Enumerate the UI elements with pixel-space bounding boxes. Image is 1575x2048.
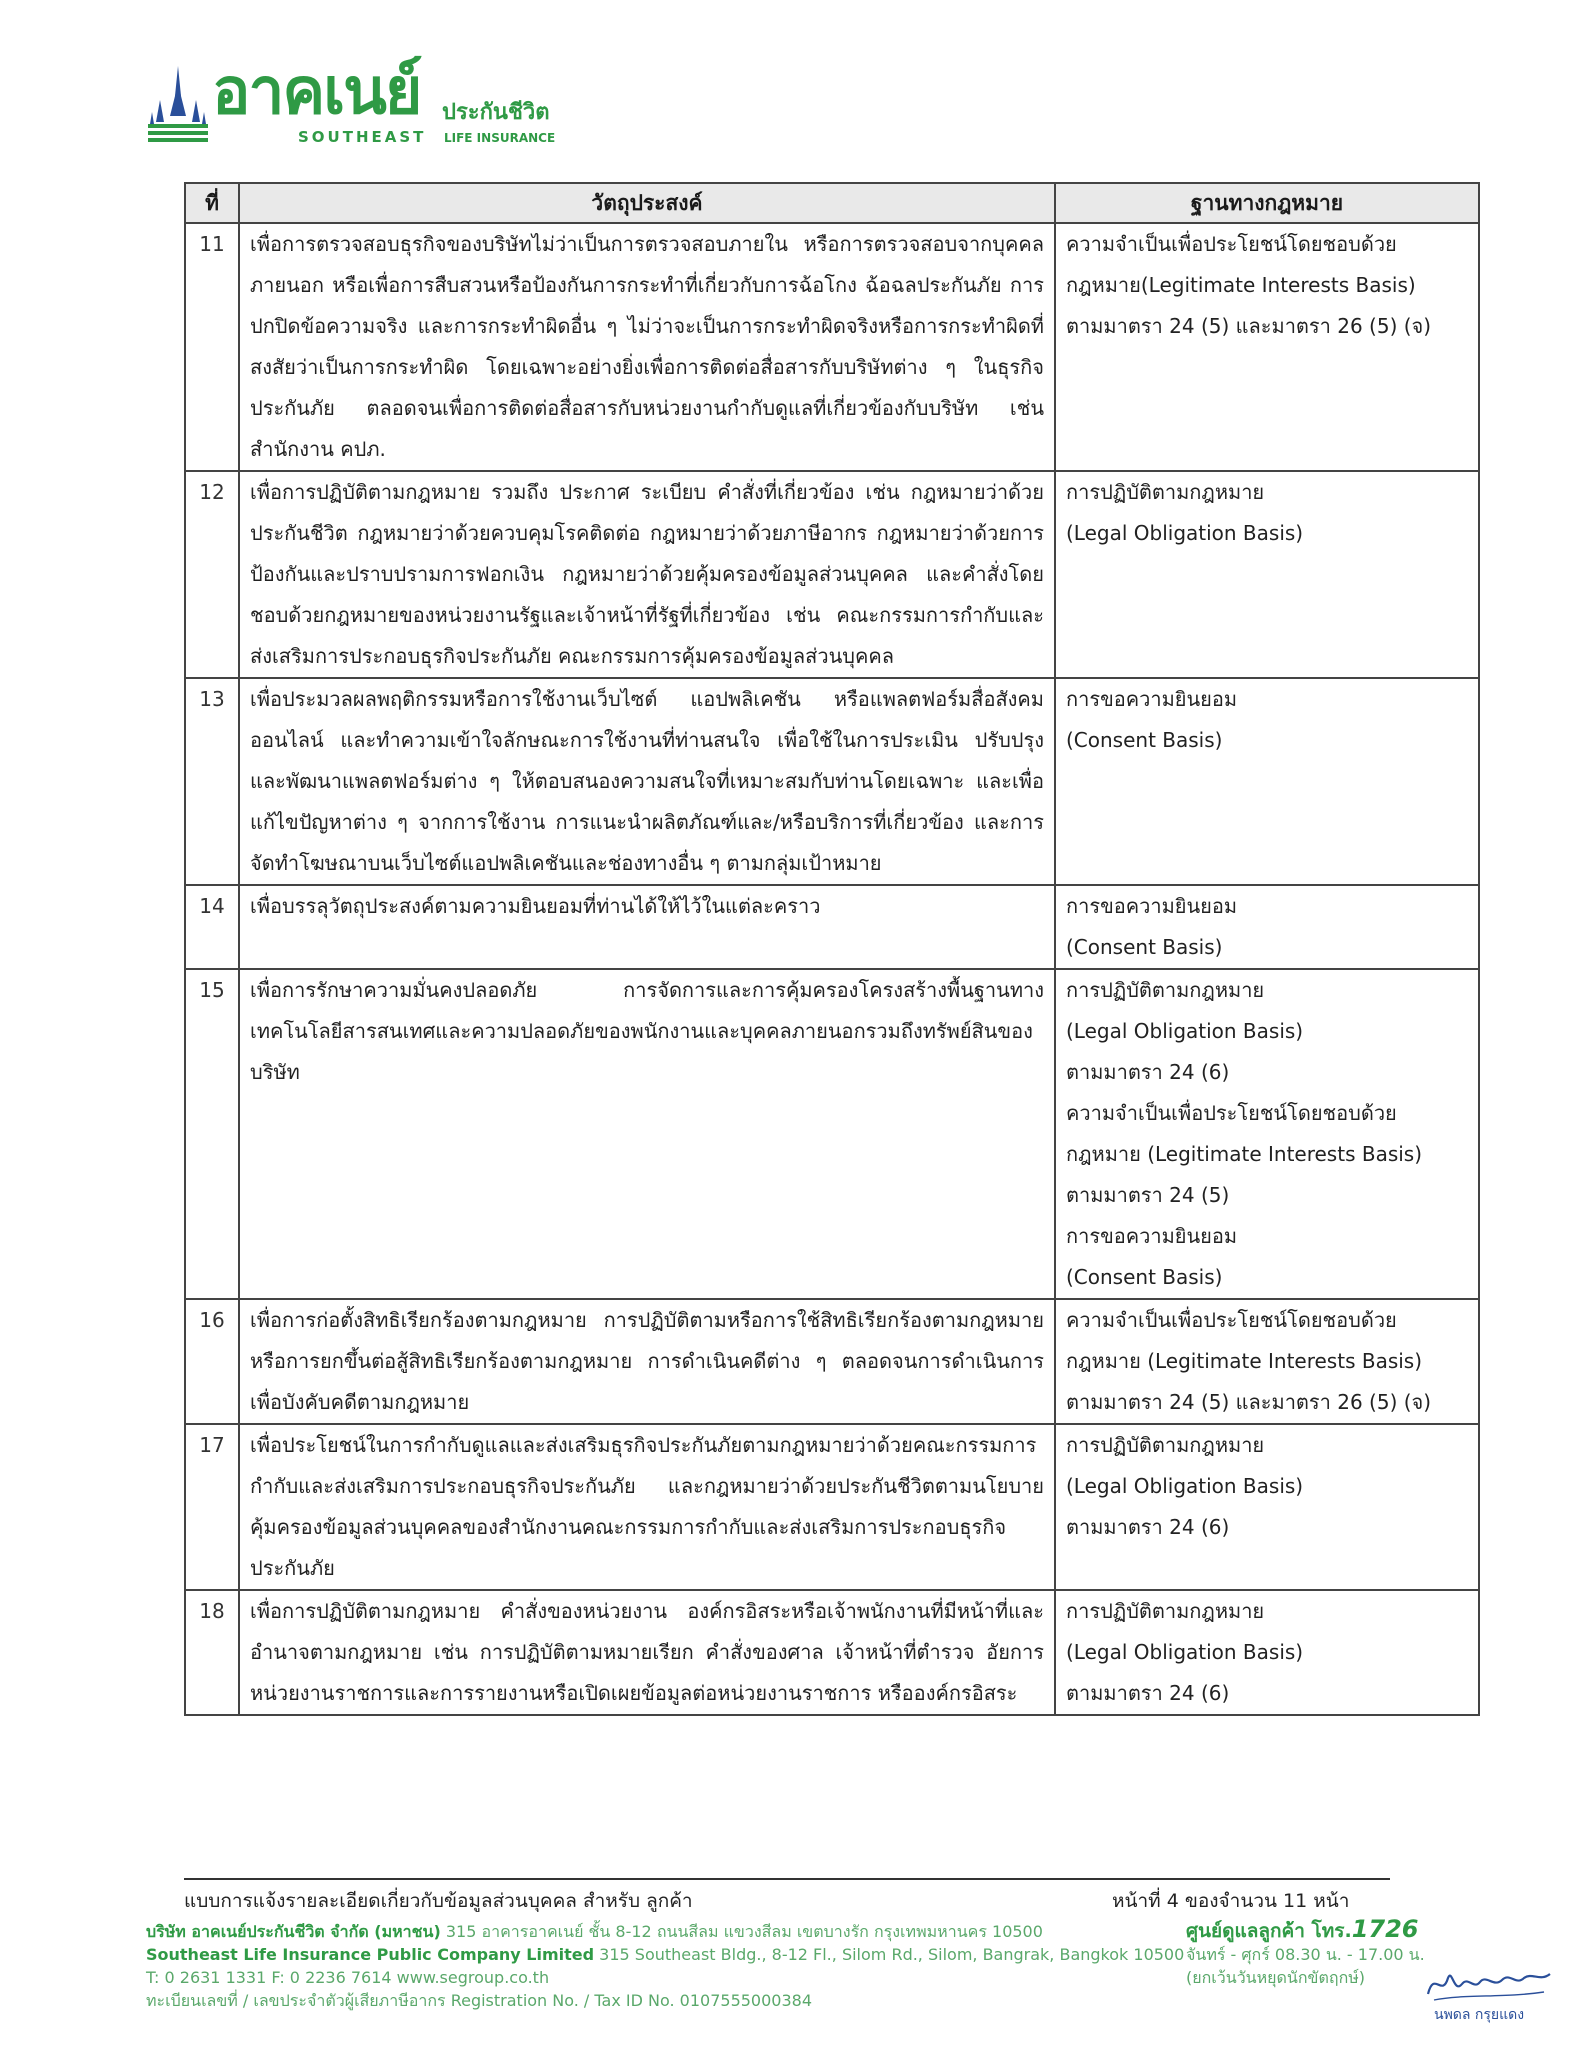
row-legal-basis: [1055, 1424, 1479, 1590]
company-name-en: Southeast Life Insurance Public Company Limited: [146, 1945, 595, 1964]
row-legal-basis: [1055, 885, 1479, 969]
customer-care-label: ศูนย์ดูแลลูกค้า โทร.: [1186, 1920, 1352, 1942]
company-name-th: บริษัท อาคเนย์ประกันชีวิต จำกัด (มหาชน): [146, 1922, 441, 1941]
signature-icon: [1424, 1964, 1554, 2004]
customer-care-hours: จันทร์ - ศุกร์ 08.30 น. - 17.00 น.: [1186, 1945, 1425, 1964]
legal-basis-line: ตามมาตรา 24 (5): [1066, 1183, 1230, 1207]
header-legal-basis: ฐานทางกฎหมาย: [1055, 183, 1479, 223]
table-row: [185, 1424, 1479, 1590]
legal-basis-line: การปฏิบัติตามกฎหมาย: [1066, 1599, 1265, 1623]
customer-care: [1186, 1915, 1425, 1989]
row-legal-basis: [1055, 1299, 1479, 1424]
row-purpose: เพื่อการปฏิบัติตามกฎหมาย คำสั่งของหน่วยงาน องค์กรอิสระหรือเจ้าพนักงานที่มีหน้าที่และอำนาจตามกฎหมาย เช่น การปฏิบัติตามหมายเรียก คำสั่งของศาล เจ้าหน้าที่ตำรวจ อัยการ หน่วยงานราชการและการรายงานหรือเปิดเผยข้อมูลต่อหน่วยงานราชการ หรือองค์กรอิสระ: [239, 1590, 1055, 1715]
legal-basis-line: (Legal Obligation Basis): [1066, 1474, 1304, 1498]
row-purpose: เพื่อบรรลุวัตถุประสงค์ตามความยินยอมที่ท่านได้ให้ไว้ในแต่ละคราว: [239, 885, 1055, 969]
table-body: [185, 223, 1479, 1715]
legal-basis-line: (Legal Obligation Basis): [1066, 1640, 1304, 1664]
row-purpose: เพื่อการปฏิบัติตามกฎหมาย รวมถึง ประกาศ ระเบียบ คำสั่งที่เกี่ยวข้อง เช่น กฎหมายว่าด้วยประกันชีวิต กฎหมายว่าด้วยควบคุมโรคติดต่อ กฎหมายว่าด้วยภาษีอากร กฎหมายว่าด้วยการป้องกันและปราบปรามการฟอกเงิน กฎหมายว่าด้วยคุ้มครองข้อมูลส่วนบุคคล และคำสั่งโดยชอบด้วยกฎหมายของหน่วยงานรัฐและเจ้าหน้าที่รัฐที่เกี่ยวข้อง เช่น คณะกรรมการกำกับและส่งเสริมการประกอบธุรกิจประกันภัย คณะกรรมการคุ้มครองข้อมูลส่วนบุคคล: [239, 471, 1055, 678]
legal-basis-line: กฎหมาย (Legitimate Interests Basis): [1066, 1142, 1423, 1166]
footer-divider: [184, 1878, 1390, 1880]
row-legal-basis: [1055, 969, 1479, 1299]
row-legal-basis: [1055, 678, 1479, 885]
table-row: [185, 678, 1479, 885]
customer-care-title: [1186, 1915, 1425, 1943]
table-row: [185, 471, 1479, 678]
legal-basis-line: ตามมาตรา 24 (6): [1066, 1060, 1230, 1084]
legal-basis-line: ความจำเป็นเพื่อประโยชน์โดยชอบด้วย: [1066, 1308, 1397, 1332]
row-legal-basis: [1055, 223, 1479, 471]
legal-basis-line: (Consent Basis): [1066, 935, 1223, 959]
legal-basis-line: (Consent Basis): [1066, 1265, 1223, 1289]
logo-subtitle-th: ประกันชีวิต: [442, 100, 550, 125]
signer-name: นพดล กรุยแดง: [1434, 2007, 1525, 2023]
company-en-line: [146, 1943, 1184, 1966]
legal-basis-line: ความจำเป็นเพื่อประโยชน์โดยชอบด้วย: [1066, 1101, 1397, 1125]
legal-basis-line: ตามมาตรา 24 (5) และมาตรา 26 (5) (จ): [1066, 1390, 1432, 1414]
legal-basis-line: (Legal Obligation Basis): [1066, 521, 1304, 545]
company-info: [146, 1920, 1184, 2012]
footer-document-title: แบบการแจ้งรายละเอียดเกี่ยวกับข้อมูลส่วนบุคคล สำหรับ ลูกค้า: [184, 1890, 693, 1912]
row-number: 12: [185, 471, 239, 678]
legal-basis-line: การปฏิบัติตามกฎหมาย: [1066, 1433, 1265, 1457]
legal-basis-line: (Legal Obligation Basis): [1066, 1019, 1304, 1043]
row-purpose: เพื่อการรักษาความมั่นคงปลอดภัย การจัดการและการคุ้มครองโครงสร้างพื้นฐานทางเทคโนโลยีสารสนเทศและความปลอดภัยของพนักงานและบุคคลภายนอกรวมถึงทรัพย์สินของบริษัท: [239, 969, 1055, 1299]
row-number: 13: [185, 678, 239, 885]
legal-basis-line: ตามมาตรา 24 (5) และมาตรา 26 (5) (จ): [1066, 314, 1432, 338]
row-number: 17: [185, 1424, 239, 1590]
legal-basis-line: กฎหมาย(Legitimate Interests Basis): [1066, 273, 1416, 297]
table-row: [185, 885, 1479, 969]
table-row: [185, 223, 1479, 471]
row-legal-basis: [1055, 471, 1479, 678]
logo-name-en: SOUTHEAST: [298, 128, 427, 146]
legal-basis-line: การขอความยินยอม: [1066, 894, 1238, 918]
row-purpose: เพื่อประมวลผลพฤติกรรมหรือการใช้งานเว็บไซต์ แอปพลิเคชัน หรือแพลตฟอร์มสื่อสังคมออนไลน์ และทำความเข้าใจลักษณะการใช้งานที่ท่านสนใจ เพื่อใช้ในการประเมิน ปรับปรุงและพัฒนาแพลตฟอร์มต่าง ๆ ให้ตอบสนองความสนใจที่เหมาะสมกับท่านโดยเฉพาะ และเพื่อแก้ไขปัญหาต่าง ๆ จากการใช้งาน การแนะนำผลิตภัณฑ์และ/หรือบริการที่เกี่ยวข้อง และการจัดทำโฆษณาบนเว็บไซต์แอปพลิเคชันและช่องทางอื่น ๆ ตามกลุ่มเป้าหมาย: [239, 678, 1055, 885]
legal-basis-line: ความจำเป็นเพื่อประโยชน์โดยชอบด้วย: [1066, 232, 1397, 256]
company-address-en: 315 Southeast Bldg., 8-12 Fl., Silom Rd., Silom, Bangrak, Bangkok 10500: [599, 1945, 1185, 1964]
customer-care-note: (ยกเว้นวันหยุดนักขัตฤกษ์): [1186, 1968, 1366, 1987]
row-number: 16: [185, 1299, 239, 1424]
row-purpose: เพื่อการตรวจสอบธุรกิจของบริษัทไม่ว่าเป็นการตรวจสอบภายใน หรือการตรวจสอบจากบุคคลภายนอก หรือเพื่อการสืบสวนหรือป้องกันการกระทำที่เกี่ยวกับการฉ้อโกง ฉ้อฉลประกันภัย การปกปิดข้อความจริง และการกระทำผิดอื่น ๆ ไม่ว่าจะเป็นการกระทำผิดจริงหรือการกระทำผิดที่สงสัยว่าเป็นการกระทำผิด โดยเฉพาะอย่างยิ่งเพื่อการติดต่อสื่อสารกับบริษัทต่าง ๆ ในธุรกิจประกันภัย ตลอดจนเพื่อการติดต่อสื่อสารกับหน่วยงานกำกับดูแลที่เกี่ยวข้องกับบริษัท เช่น สำนักงาน คปภ.: [239, 223, 1055, 471]
header-purpose: วัตถุประสงค์: [239, 183, 1055, 223]
legal-basis-line: การปฏิบัติตามกฎหมาย: [1066, 480, 1265, 504]
company-registration: ทะเบียนเลขที่ / เลขประจำตัวผู้เสียภาษีอากร Registration No. / Tax ID No. 0107555000384: [146, 1991, 812, 2010]
row-number: 11: [185, 223, 239, 471]
legal-basis-line: ตามมาตรา 24 (6): [1066, 1515, 1230, 1539]
row-legal-basis: [1055, 1590, 1479, 1715]
header-no: ที่: [185, 183, 239, 223]
row-number: 18: [185, 1590, 239, 1715]
customer-care-hotline: 1726: [1351, 1915, 1419, 1943]
legal-basis-line: ตามมาตรา 24 (6): [1066, 1681, 1230, 1705]
table-header-row: [185, 183, 1479, 223]
footer-page-info: หน้าที่ 4 ของจำนวน 11 หน้า: [1112, 1890, 1350, 1912]
row-number: 14: [185, 885, 239, 969]
legal-basis-line: การขอความยินยอม: [1066, 687, 1238, 711]
legal-basis-line: การขอความยินยอม: [1066, 1224, 1238, 1248]
temple-icon: [146, 66, 210, 146]
logo-name-th: อาคเนย์: [212, 55, 421, 129]
row-purpose: เพื่อการก่อตั้งสิทธิเรียกร้องตามกฎหมาย การปฏิบัติตามหรือการใช้สิทธิเรียกร้องตามกฎหมาย หรือการยกขึ้นต่อสู้สิทธิเรียกร้องตามกฎหมาย การดำเนินคดีต่าง ๆ ตลอดจนการดำเนินการเพื่อบังคับคดีตามกฎหมาย: [239, 1299, 1055, 1424]
legal-basis-line: การปฏิบัติตามกฎหมาย: [1066, 978, 1265, 1002]
legal-basis-line: (Consent Basis): [1066, 728, 1223, 752]
table-row: [185, 969, 1479, 1299]
company-logo: [146, 55, 566, 152]
row-number: 15: [185, 969, 239, 1299]
company-contact: T: 0 2631 1331 F: 0 2236 7614 www.segroup.co.th: [146, 1968, 550, 1987]
company-address-th: 315 อาคารอาคเนย์ ชั้น 8-12 ถนนสีลม แขวงสีลม เขตบางรัก กรุงเทพมหานคร 10500: [445, 1922, 1043, 1941]
legal-basis-line: กฎหมาย (Legitimate Interests Basis): [1066, 1349, 1423, 1373]
table-row: [185, 1590, 1479, 1715]
table-row: [185, 1299, 1479, 1424]
logo-subtitle-en: LIFE INSURANCE: [444, 131, 556, 145]
purpose-table: [184, 182, 1480, 1716]
row-purpose: เพื่อประโยชน์ในการกำกับดูแลและส่งเสริมธุรกิจประกันภัยตามกฎหมายว่าด้วยคณะกรรมการกำกับและส่งเสริมการประกอบธุรกิจประกันภัย และกฎหมายว่าด้วยประกันชีวิตตามนโยบายคุ้มครองข้อมูลส่วนบุคคลของสำนักงานคณะกรรมการกำกับและส่งเสริมการประกอบธุรกิจประกันภัย: [239, 1424, 1055, 1590]
company-th-line: [146, 1920, 1184, 1943]
